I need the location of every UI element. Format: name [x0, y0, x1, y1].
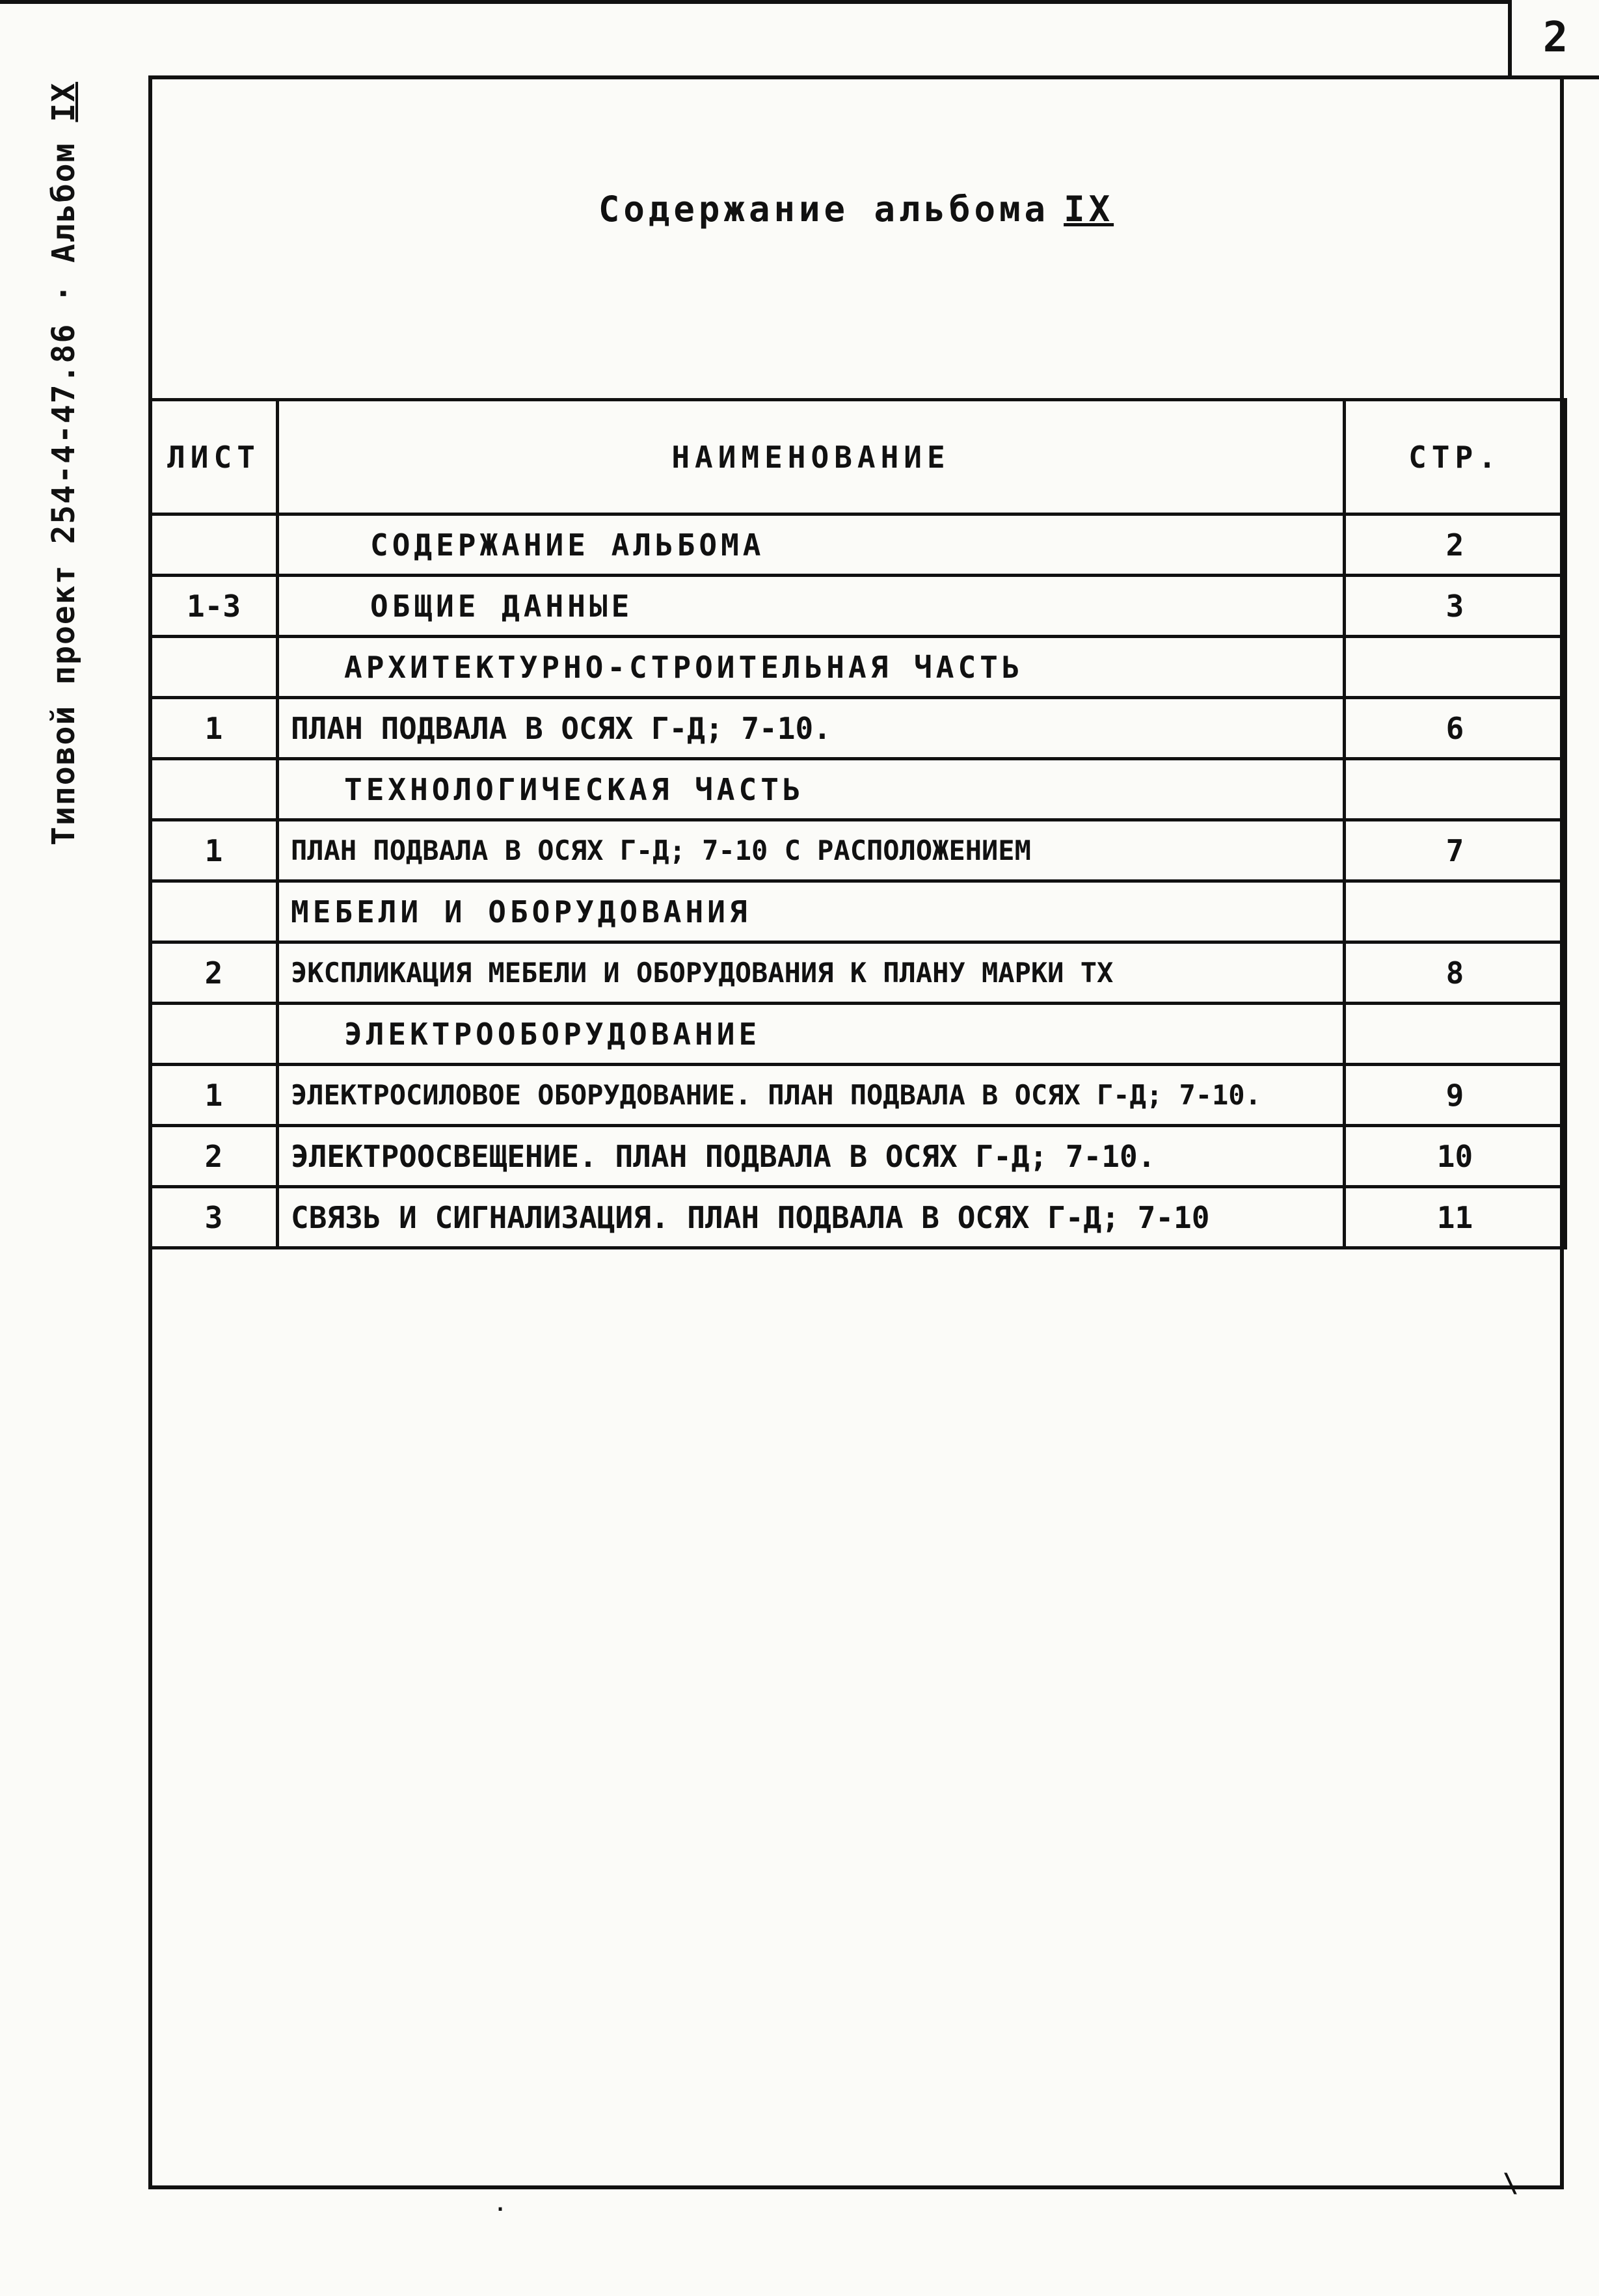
- row-name: ПЛАН ПОДВАЛА В ОСЯХ Г-Д; 7-10.: [278, 698, 1345, 759]
- row-name: МЕБЕЛИ И ОБОРУДОВАНИЯ: [278, 881, 1345, 942]
- table-row: [150, 1187, 1566, 1248]
- table-row: [150, 1065, 1566, 1126]
- page-title: [152, 189, 1560, 230]
- row-page: 10: [1345, 1126, 1566, 1187]
- row-page: 9: [1345, 1065, 1566, 1126]
- row-page: [1345, 1004, 1566, 1065]
- row-sheet: 1-3: [150, 576, 278, 637]
- row-sheet: 1: [150, 698, 278, 759]
- row-name: ОБЩИЕ ДАННЫЕ: [278, 576, 1345, 637]
- row-sheet: 2: [150, 1126, 278, 1187]
- row-page: 2: [1345, 514, 1566, 576]
- row-sheet: 2: [150, 942, 278, 1004]
- row-page: [1345, 759, 1566, 820]
- row-name: ЭЛЕКТРОСИЛОВОЕ ОБОРУДОВАНИЕ. ПЛАН ПОДВАЛА В ОСЯХ Г-Д; 7-10.: [278, 1065, 1345, 1126]
- section-heading: ЭЛЕКТРООБОРУДОВАНИЕ: [278, 1004, 1345, 1065]
- row-name: ЭКСПЛИКАЦИЯ МЕБЕЛИ И ОБОРУДОВАНИЯ К ПЛАНУ МАРКИ ТХ: [278, 942, 1345, 1004]
- header-page: СТР.: [1345, 400, 1566, 514]
- section-heading: АРХИТЕКТУРНО-СТРОИТЕЛЬНАЯ ЧАСТЬ: [278, 637, 1345, 698]
- side-title: [46, 82, 82, 846]
- row-name: ПЛАН ПОДВАЛА В ОСЯХ Г-Д; 7-10 С РАСПОЛОЖЕНИЕМ: [278, 820, 1345, 881]
- scan-mark: ·: [494, 2198, 507, 2221]
- page-title-album: IX: [1064, 189, 1114, 230]
- row-sheet: [150, 759, 278, 820]
- table-row: [150, 759, 1566, 820]
- row-name: СОДЕРЖАНИЕ АЛЬБОМА: [278, 514, 1345, 576]
- row-name: ЭЛЕКТРООСВЕЩЕНИЕ. ПЛАН ПОДВАЛА В ОСЯХ Г-Д; 7-10.: [278, 1126, 1345, 1187]
- side-title-text: Типовой проект 254-4-47.86 · Альбом: [46, 142, 82, 846]
- row-sheet: 1: [150, 820, 278, 881]
- row-page: [1345, 881, 1566, 942]
- row-sheet: 3: [150, 1187, 278, 1248]
- table-row: [150, 1004, 1566, 1065]
- row-page: 8: [1345, 942, 1566, 1004]
- row-sheet: [150, 637, 278, 698]
- table-row: [150, 637, 1566, 698]
- top-border-line: [0, 0, 1509, 4]
- table-row: [150, 698, 1566, 759]
- page-number-value: 2: [1542, 14, 1568, 62]
- header-sheet: ЛИСТ: [150, 400, 278, 514]
- table-row: [150, 576, 1566, 637]
- row-page: 3: [1345, 576, 1566, 637]
- table-row: [150, 881, 1566, 942]
- row-sheet: [150, 1004, 278, 1065]
- row-name: СВЯЗЬ И СИГНАЛИЗАЦИЯ. ПЛАН ПОДВАЛА В ОСЯХ Г-Д; 7-10: [278, 1187, 1345, 1248]
- row-sheet: [150, 514, 278, 576]
- header-name: НАИМЕНОВАНИЕ: [278, 400, 1345, 514]
- row-sheet: [150, 881, 278, 942]
- row-page: 11: [1345, 1187, 1566, 1248]
- table-row: [150, 514, 1566, 576]
- row-page: [1345, 637, 1566, 698]
- header-row: [150, 400, 1566, 514]
- drawing-frame: [148, 75, 1564, 2189]
- contents-table: [148, 398, 1567, 1249]
- page-number: [1508, 0, 1599, 79]
- page-title-text: Содержание альбома: [598, 189, 1050, 230]
- section-heading: ТЕХНОЛОГИЧЕСКАЯ ЧАСТЬ: [278, 759, 1345, 820]
- row-sheet: 1: [150, 1065, 278, 1126]
- frame-corner-mark: \: [1502, 2169, 1518, 2198]
- table-row: [150, 1126, 1566, 1187]
- table-row: [150, 820, 1566, 881]
- side-title-album: IX: [46, 81, 82, 122]
- row-page: 6: [1345, 698, 1566, 759]
- table-row: [150, 942, 1566, 1004]
- row-page: 7: [1345, 820, 1566, 881]
